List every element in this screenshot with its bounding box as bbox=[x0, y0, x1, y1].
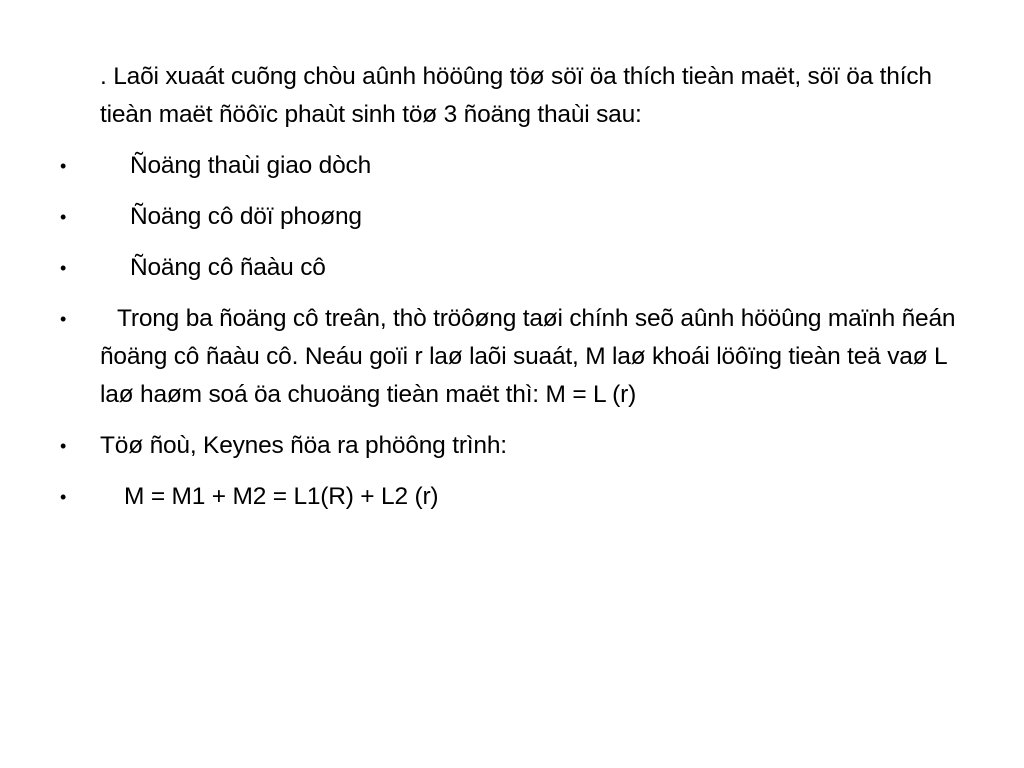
list-item-keynes-equation bbox=[60, 478, 960, 516]
list-item-money-function bbox=[60, 300, 960, 414]
list-item-transaction-motive bbox=[60, 147, 960, 185]
list-item-keynes-equation-intro bbox=[60, 427, 960, 465]
bullet-icon: • bbox=[60, 258, 67, 278]
bullet-icon: • bbox=[60, 156, 67, 176]
list-item-precautionary-motive bbox=[60, 198, 960, 236]
list-item-text: Ñoäng thaùi giao dòch bbox=[130, 152, 371, 179]
bullet-icon: • bbox=[60, 436, 67, 456]
list-item-text: Ñoäng cô ñaàu cô bbox=[130, 254, 326, 281]
bullet-icon: • bbox=[60, 487, 67, 507]
intro-paragraph: . Laõi xuaát cuõng chòu aûnh hööûng töø söï öa thích tieàn maët, söï öa thích tieàn maët ñöôïc phaùt sinh töø 3 ñoäng thaùi sau: bbox=[100, 63, 932, 128]
list-item-text: Trong ba ñoäng cô treân, thò tröôøng taøi chính seõ aûnh hööûng maïnh ñeán ñoäng cô ñaàu cô. Neáu goïi r laø laõi suaát, M laø khoái löôïng tieàn teä vaø L laø haøm soá öa chuoäng tieàn maët thì: M = L (r) bbox=[100, 305, 956, 408]
equation-text: M = M1 + M2 = L1(R) + L2 (r) bbox=[124, 483, 439, 510]
list-item-speculative-motive bbox=[60, 249, 960, 287]
list-item-text: Töø ñoù, Keynes ñöa ra phöông trình: bbox=[100, 432, 507, 459]
list-item-text: Ñoäng cô döï phoøng bbox=[130, 203, 362, 230]
bullet-icon: • bbox=[60, 207, 67, 227]
bullet-icon: • bbox=[60, 309, 67, 329]
slide-content bbox=[60, 58, 960, 529]
